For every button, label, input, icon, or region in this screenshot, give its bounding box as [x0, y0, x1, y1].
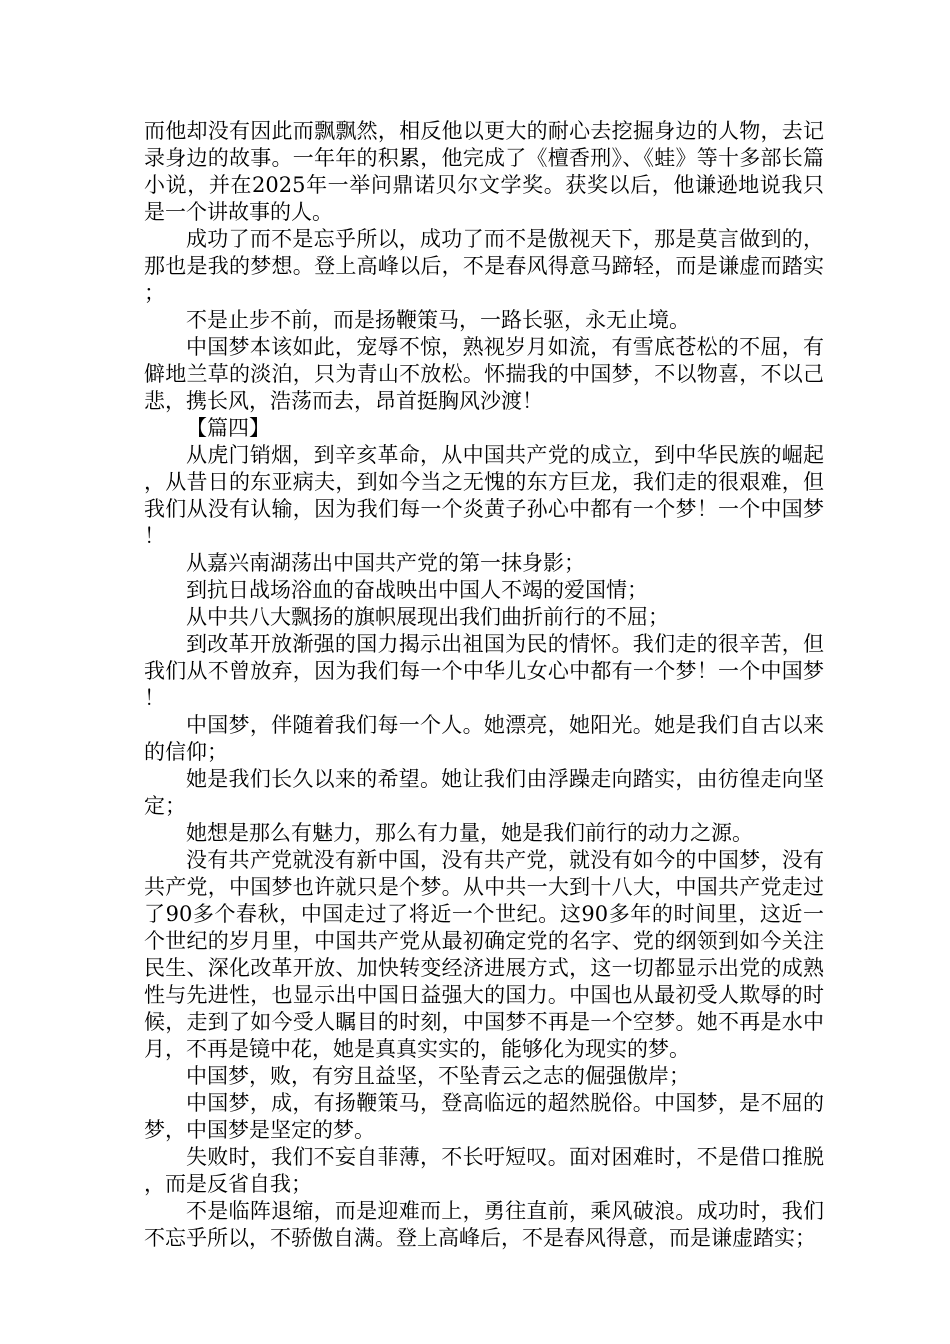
paragraph: 成功了而不是忘乎所以，成功了而不是傲视天下，那是莫言做到的，那也是我的梦想。登上高峰以后，不是春风得意马蹄轻，而是谦虚而踏实；	[144, 227, 824, 305]
paragraph: 她想是那么有魅力，那么有力量，她是我们前行的动力之源。	[186, 821, 753, 845]
paragraph: 中国梦本该如此，宠辱不惊，熟视岁月如流，有雪底苍松的不屈，有僻地兰草的淡泊，只为青山不放松。怀揣我的中国梦，不以物喜，不以己悲，携长风，浩荡而去，昂首挺胸风沙渡！	[144, 335, 824, 413]
paragraph: 中国梦，成，有扬鞭策马，登高临远的超然脱俗。中国梦，是不屈的梦，中国梦是坚定的梦。	[144, 1091, 824, 1142]
paragraph: 从中共八大飘扬的旗帜展现出我们曲折前行的不屈；	[186, 605, 669, 629]
document-body	[144, 118, 824, 1252]
section-heading: 【篇四】	[186, 416, 270, 440]
paragraph: 中国梦，伴随着我们每一个人。她漂亮，她阳光。她是我们自古以来的信仰；	[144, 713, 824, 764]
paragraph: 到改革开放渐强的国力揭示出祖国为民的情怀。我们走的很辛苦，但我们从不曾放弃，因为我们每一个中华儿女心中都有一个梦！一个中国梦！	[144, 632, 824, 710]
paragraph: 失败时，我们不妄自菲薄，不长吁短叹。面对困难时，不是借口推脱，而是反省自我；	[144, 1145, 824, 1196]
paragraph: 不是临阵退缩，而是迎难而上，勇往直前，乘风破浪。成功时，我们不忘乎所以，不骄傲自满。登上高峰后，不是春风得意，而是谦虚踏实；	[144, 1199, 824, 1250]
paragraph: 而他却没有因此而飘飘然，相反他以更大的耐心去挖掘身边的人物，去记录身边的故事。一年年的积累，他完成了《檀香刑》、《蛙》等十多部长篇小说，并在2025年一举问鼎诺贝尔文学奖。获奖以后，他谦逊地说我只是一个讲故事的人。	[144, 119, 824, 224]
paragraph: 从嘉兴南湖荡出中国共产党的第一抹身影；	[186, 551, 585, 575]
paragraph: 没有共产党就没有新中国，没有共产党，就没有如今的中国梦，没有共产党，中国梦也许就只是个梦。从中共一大到十八大，中国共产党走过了90多个春秋，中国走过了将近一个世纪。这90多年的时间里，这近一个世纪的岁月里，中国共产党从最初确定党的名字、党的纲领到如今关注民生、深化改革开放、加快转变经济进展方式，这一切都显示出党的成熟性与先进性，也显示出中国日益强大的国力。中国也从最初受人欺辱的时候，走到了如今受人瞩目的时刻，中国梦不再是一个空梦。她不再是水中月，不再是镜中花，她是真真实实的，能够化为现实的梦。	[144, 848, 824, 1061]
paragraph: 她是我们长久以来的希望。她让我们由浮躁走向踏实，由彷徨走向坚定；	[144, 767, 824, 818]
paragraph: 到抗日战场浴血的奋战映出中国人不竭的爱国情；	[186, 578, 648, 602]
paragraph: 不是止步不前，而是扬鞭策马，一路长驱，永无止境。	[186, 308, 690, 332]
paragraph: 中国梦，败，有穷且益坚，不坠青云之志的倔强傲岸；	[186, 1064, 690, 1088]
paragraph: 从虎门销烟，到辛亥革命，从中国共产党的成立，到中华民族的崛起，从昔日的东亚病夫，到如今当之无愧的东方巨龙，我们走的很艰难，但我们从没有认输，因为我们每一个炎黄子孙心中都有一个梦！一个中国梦！	[144, 443, 824, 548]
